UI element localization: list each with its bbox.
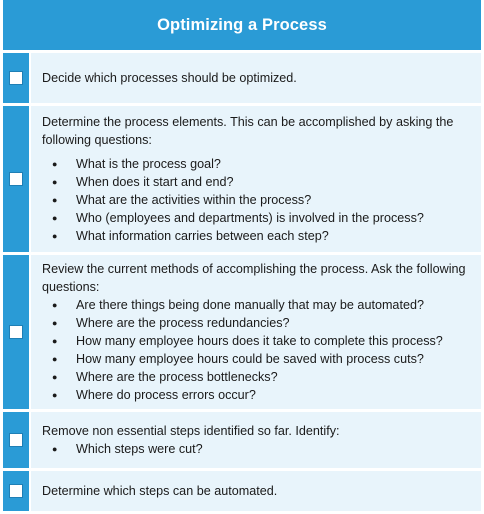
checklist-row-1: [3, 53, 481, 103]
checkbox-rail: [3, 412, 29, 468]
bullet-item: ● Which steps were cut?: [42, 440, 471, 458]
bullet-item: ● What information carries between each step?: [42, 227, 471, 245]
checklist-row-4: [3, 412, 481, 468]
step-3-bullets: [42, 296, 471, 404]
step-2-checkbox[interactable]: [9, 172, 23, 186]
bullet-item: ● Where are the process bottlenecks?: [42, 368, 471, 386]
step-5-text: Determine which steps can be automated.: [42, 484, 278, 498]
checkbox-rail: [3, 471, 29, 511]
step-5-checkbox[interactable]: [9, 484, 23, 498]
step-1-content: [29, 53, 481, 103]
bullet-item: ● What are the activities within the process?: [42, 191, 471, 209]
checkbox-rail: [3, 255, 29, 409]
step-4-content: [29, 412, 481, 468]
step-3-text: Review the current methods of accomplishing the process. Ask the following questions:: [42, 262, 466, 294]
checkbox-rail: [3, 53, 29, 103]
checkbox-rail: [3, 106, 29, 252]
bullet-item: ● How many employee hours could be saved with process cuts?: [42, 350, 471, 368]
page-title: Optimizing a Process: [157, 15, 327, 34]
checklist-row-3: [3, 255, 481, 409]
checklist-row-5: [3, 471, 481, 511]
bullet-item: ● When does it start and end?: [42, 173, 471, 191]
bullet-item: ● How many employee hours does it take to complete this process?: [42, 332, 471, 350]
step-3-content: [29, 255, 481, 409]
checklist-row-2: [3, 106, 481, 252]
step-1-checkbox[interactable]: [9, 71, 23, 85]
step-2-text: Determine the process elements. This can be accomplished by asking the following questions:: [42, 115, 454, 147]
bullet-item: ● What is the process goal?: [42, 155, 471, 173]
bullet-item: ● Where do process errors occur?: [42, 386, 471, 404]
step-4-checkbox[interactable]: [9, 433, 23, 447]
step-4-bullets: [42, 440, 471, 458]
checklist-header: [3, 0, 481, 53]
step-1-text: Decide which processes should be optimized.: [42, 71, 297, 85]
bullet-item: ● Are there things being done manually that may be automated?: [42, 296, 471, 314]
bullet-item: ● Where are the process redundancies?: [42, 314, 471, 332]
step-2-content: [29, 106, 481, 252]
bullet-item: ● Who (employees and departments) is involved in the process?: [42, 209, 471, 227]
step-5-content: [29, 471, 481, 511]
step-4-text: Remove non essential steps identified so far. Identify:: [42, 424, 340, 438]
step-2-bullets: [42, 155, 471, 245]
step-3-checkbox[interactable]: [9, 325, 23, 339]
